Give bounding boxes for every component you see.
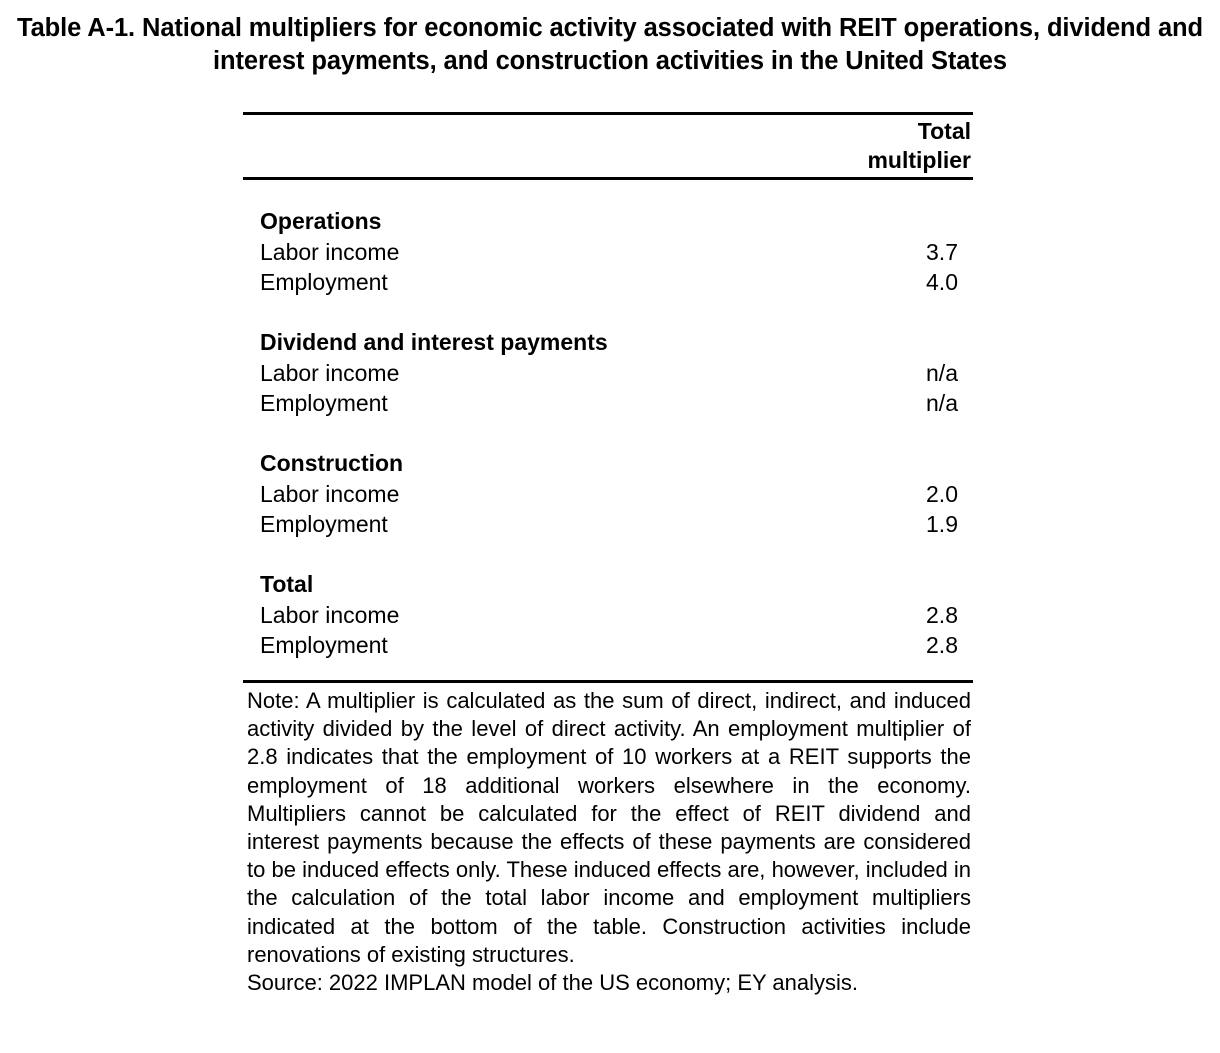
- table-source: Source: 2022 IMPLAN model of the US economy; EY analysis.: [247, 970, 859, 996]
- column-header-line-2: multiplier: [867, 147, 971, 173]
- column-header-total-multiplier: [867, 117, 971, 175]
- row-value: 4.0: [926, 269, 958, 295]
- row-label: Labor income: [260, 602, 400, 628]
- table-row: [243, 358, 973, 388]
- row-label: Employment: [260, 269, 388, 295]
- row-value: 2.8: [926, 632, 958, 658]
- table-title: Table A-1. National multipliers for economic activity associated with REIT operations, dividend and interest payments, and construction activities in the United States: [17, 14, 1203, 75]
- table-section-operations: [243, 206, 973, 297]
- section-header: Dividend and interest payments: [260, 329, 608, 355]
- section-header: Operations: [260, 208, 382, 234]
- row-value: n/a: [926, 390, 958, 416]
- row-label: Employment: [260, 390, 388, 416]
- table-row: [243, 630, 973, 660]
- table-section-construction: [243, 448, 973, 539]
- table-row: [243, 600, 973, 630]
- multipliers-table: [243, 112, 973, 997]
- table-note: Note: A multiplier is calculated as the sum of direct, indirect, and induced activity divided by the level of direct activity. An employment multiplier of 2.8 indicates that the employment of 10 workers at a REIT supports the employment of 18 additional workers elsewhere in the economy. Multipliers cannot be calculated for the effect of REIT dividend and interest payments because the effects of these payments are considered to be induced effects only. These induced effects are, however, included in the calculation of the total labor income and employment multipliers indicated at the bottom of the table. Construction activities include renovations of existing structures.: [247, 688, 971, 967]
- table-section-total: [243, 569, 973, 660]
- table-footnotes: [243, 683, 973, 997]
- row-value: 1.9: [926, 511, 958, 537]
- row-value: 2.0: [926, 481, 958, 507]
- section-header: Construction: [260, 450, 404, 476]
- row-label: Employment: [260, 511, 388, 537]
- table-row: [243, 509, 973, 539]
- row-label: Labor income: [260, 360, 400, 386]
- row-value: n/a: [926, 360, 958, 386]
- table-body: [243, 180, 973, 680]
- row-label: Labor income: [260, 481, 400, 507]
- section-header: Total: [260, 571, 314, 597]
- column-header-line-1: Total: [917, 118, 971, 144]
- row-value: 2.8: [926, 602, 958, 628]
- table-section-dividend-and-interest-payments: [243, 327, 973, 418]
- table-header-row: [243, 115, 973, 177]
- row-label: Employment: [260, 632, 388, 658]
- table-row: [243, 237, 973, 267]
- table-row: [243, 479, 973, 509]
- table-row: [243, 267, 973, 297]
- row-label: Labor income: [260, 239, 400, 265]
- table-row: [243, 388, 973, 418]
- row-value: 3.7: [926, 239, 958, 265]
